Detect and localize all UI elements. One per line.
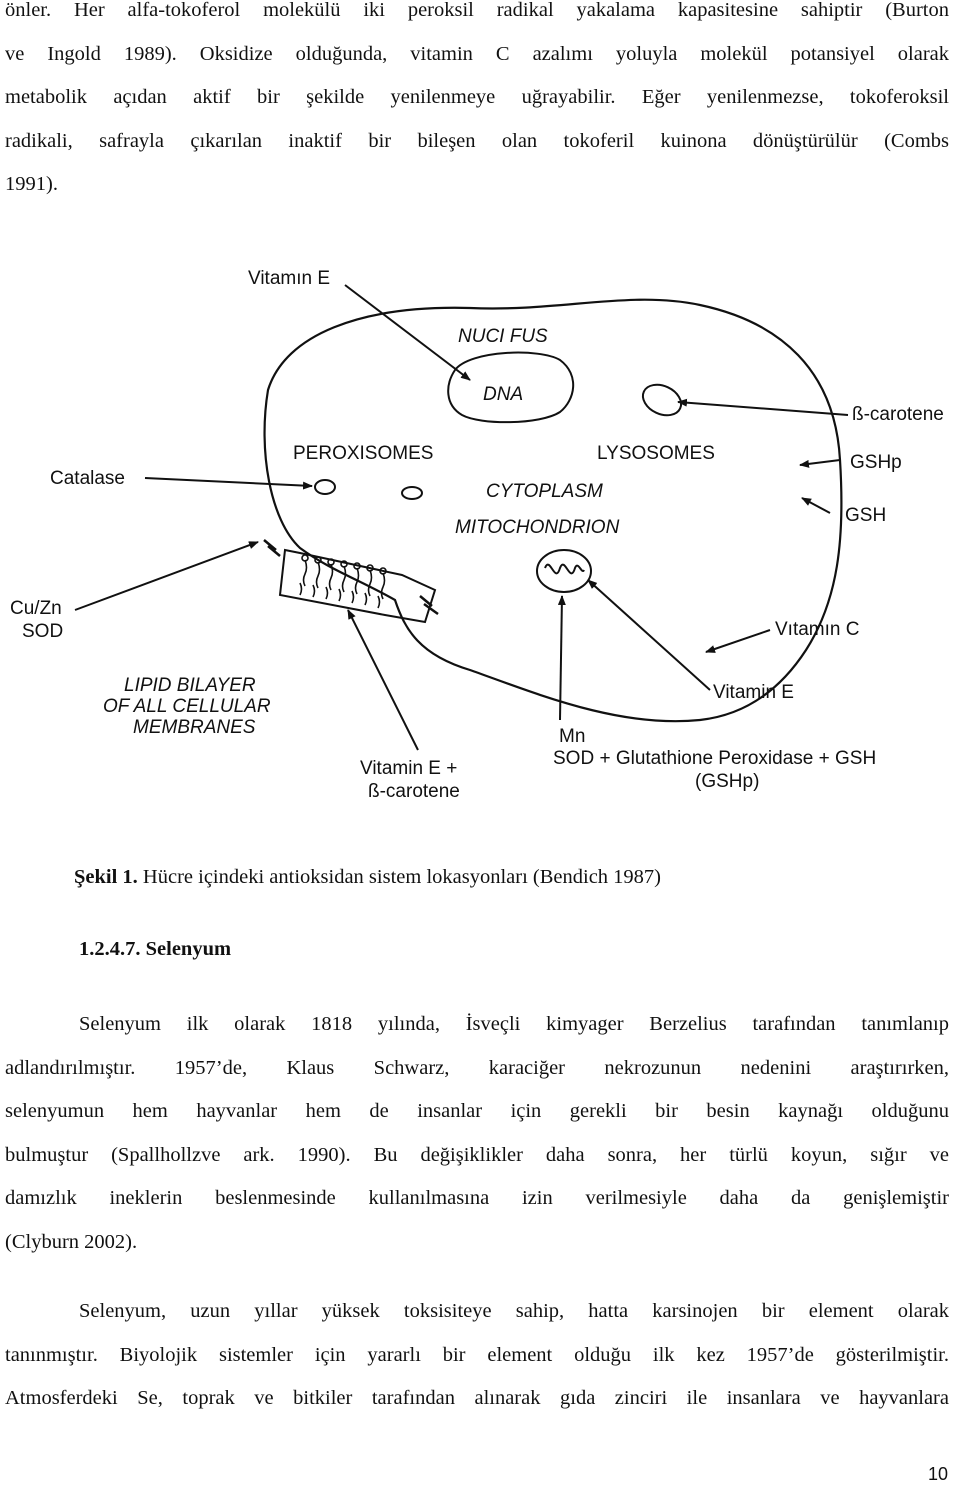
label-lysosomes: LYSOSOMES (597, 443, 715, 464)
cell-membrane-outline (265, 300, 842, 722)
arrow-beta-carotene (678, 402, 848, 415)
label-gshp-paren: (GSHp) (695, 771, 760, 792)
mitochondrion-cristae (545, 565, 584, 574)
text-line: (Clyburn 2002). (5, 1230, 138, 1253)
text-line: Selenyum, uzun yıllar yüksek toksisiteye sahip, hatta karsinojen bir element olarak (79, 1300, 949, 1322)
label-vitamin-e-right: Vitamin E (713, 682, 794, 703)
text-line: bulmuştur (Spallhollzve ark. 1990). Bu değişiklikler daha sonra, her türlü koyun, sığır ve (5, 1143, 949, 1166)
arrow-vitamin-e-lipid (348, 610, 418, 750)
arrow-vitamin-e-mito (588, 580, 710, 690)
label-lipid-bilayer-3: MEMBRANES (133, 717, 256, 738)
antioxidant-cell-diagram (0, 250, 960, 815)
label-peroxisomes: PEROXISOMES (293, 443, 434, 464)
label-gsh: GSH (845, 505, 887, 526)
text-line: selenyumun hem hayvanlar hem de insanlar için gerekli bir besin kaynağı olduğunu (5, 1100, 949, 1122)
label-beta-carotene: ß-carotene (852, 404, 944, 425)
selenium-paragraph-2 (5, 1290, 949, 1421)
label-mitochondrion: MITOCHONDRION (455, 517, 620, 538)
label-beta-carotene-bottom: ß-carotene (368, 781, 460, 802)
label-vitamin-c: Vıtamın C (775, 619, 860, 640)
label-catalase: Catalase (50, 468, 125, 489)
text-line: tanınmıştır. Biyolojik sistemler için yararlı bir element olduğu ilk kez 1957’de gösterilmiştir. (5, 1343, 949, 1366)
text-line: radikali, safrayla çıkarılan inaktif bir bileşen olan tokoferil kuinona dönüştürülür (Combs (5, 129, 949, 152)
text-line: 1991). (5, 173, 58, 195)
label-cuzn: Cu/Zn (10, 598, 62, 619)
peroxisome-shape (315, 480, 335, 494)
figure-caption-label: Şekil 1. (74, 866, 138, 888)
intro-paragraph (5, 0, 949, 207)
section-heading: 1.2.4.7. Selenyum (79, 938, 232, 960)
text-line: metabolik açıdan aktif bir şekilde yenilenmeye uğrayabilir. Eğer yenilenmezse, tokoferoksil (5, 86, 949, 108)
label-sod-left: SOD (22, 621, 64, 642)
arrow-vitamin-e-to-nucleus (345, 285, 470, 380)
peroxisome-shape (402, 487, 422, 499)
lysosome-shape (638, 379, 686, 421)
text-line: önler. Her alfa-tokoferol molekülü iki peroksil radikal yakalama kapasitesine sahiptir (Burton (5, 0, 949, 21)
arrow-catalase (145, 478, 312, 486)
text-line: damızlık ineklerin beslenmesinde kullanılmasına izin verilmesiyle daha da genişlemiştir (5, 1187, 949, 1209)
text-line: ve Ingold 1989). Oksidize olduğunda, vitamin C azalımı yoluyla molekül potansiyel olarak (5, 42, 949, 65)
arrow-cuzn-sod (75, 542, 258, 610)
text-line: Selenyum ilk olarak 1818 yılında, İsveçli kimyager Berzelius tarafından tanımlanıp (79, 1013, 949, 1035)
label-lipid-bilayer-1: LIPID BILAYER (124, 675, 256, 696)
label-vitamin-e-plus: Vitamin E + (360, 758, 458, 779)
arrow-gshp (800, 460, 840, 465)
label-lipid-bilayer-2: OF ALL CELLULAR (103, 696, 271, 717)
label-gshp: GSHp (850, 452, 902, 473)
label-sod-glutathione: SOD + Glutathione Peroxidase + GSH (553, 748, 877, 769)
label-nucleus: NUCI FUS (458, 326, 548, 347)
selenium-paragraph-1 (5, 1003, 949, 1264)
label-dna: DNA (483, 384, 524, 405)
page-number: 10 (927, 1464, 948, 1484)
label-vitamin-e-top: Vitamın E (248, 268, 331, 289)
label-mn: Mn (559, 726, 586, 747)
text-line: Atmosferdeki Se, toprak ve bitkiler tarafından alınarak gıda zinciri ile insanlara ve hayvanlara (5, 1387, 949, 1409)
arrow-gsh (802, 498, 830, 513)
text-line: adlandırılmıştır. 1957’de, Klaus Schwarz, karaciğer nekrozunun nedenini araştırırken, (5, 1056, 949, 1079)
label-cytoplasm: CYTOPLASM (486, 481, 603, 502)
figure-caption (74, 866, 661, 889)
arrow-vitamin-c (706, 630, 770, 652)
figure-caption-text: Hücre içindeki antioksidan sistem lokasyonları (Bendich 1987) (142, 866, 661, 888)
